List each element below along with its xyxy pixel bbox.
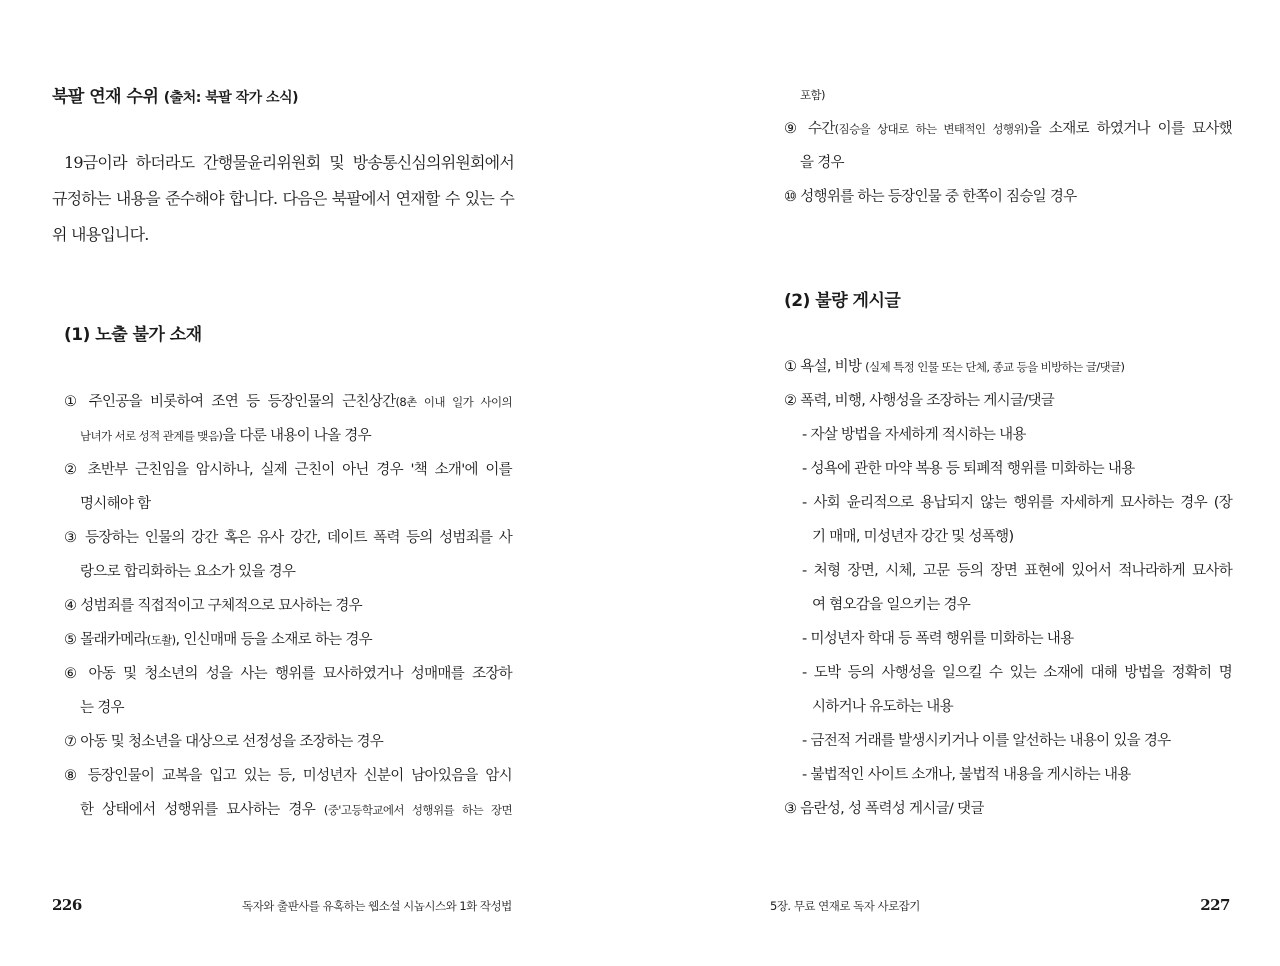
sub-item: - 금전적 거래를 발생시키거나 이를 알선하는 내용이 있을 경우 xyxy=(802,733,1171,749)
right-page xyxy=(770,0,1232,966)
restricted-topics-list-cont xyxy=(784,78,1232,214)
restricted-topics-list xyxy=(64,385,512,827)
sub-item: - 불법적인 사이트 소개나, 불법적 내용을 게시하는 내용 xyxy=(802,767,1131,783)
list-item-cont: 한 상태에서 성행위를 묘사하는 경우 (중'고등학교에서 성행위를 하는 장면 xyxy=(80,802,513,818)
list-item: ① 주인공을 비롯하여 조연 등 등장인물의 근친상간(8촌 이내 일가 사이의 xyxy=(64,394,512,410)
list-item-cont: 명시해야 함 xyxy=(80,496,151,512)
list-item: ⑤ 몰래카메라(도촬), 인신매매 등을 소재로 하는 경우 xyxy=(64,632,372,648)
sub-item: - 자살 방법을 자세하게 적시하는 내용 xyxy=(802,427,1026,443)
intro-paragraph: 19금이라 하더라도 간행물윤리위원회 및 방송통신심의위원회에서 규정하는 내용을 준수해야 합니다. 다음은 북팔에서 연재할 수 있는 수위 내용입니다. xyxy=(52,153,514,244)
list-item: ③ 음란성, 성 폭력성 게시글/ 댓글 xyxy=(784,801,984,817)
section-title-2: (2) 불량 게시글 xyxy=(784,291,901,311)
page-title xyxy=(52,82,298,107)
list-item-cont: 을 경우 xyxy=(800,155,844,171)
sub-item-cont: 여 혐오감을 일으키는 경우 xyxy=(812,597,971,613)
sub-item-cont: 기 매매, 미성년자 강간 및 성폭행) xyxy=(812,529,1014,545)
page-number: 226 xyxy=(52,896,82,914)
page-number: 227 xyxy=(1200,896,1230,914)
list-item: ① 욕설, 비방 (실제 특정 인물 또는 단체, 종교 등을 비방하는 글/댓글) xyxy=(784,359,1125,375)
list-item-cont: 남녀가 서로 성적 관계를 맺음)을 다룬 내용이 나올 경우 xyxy=(80,428,371,444)
list-item: ③ 등장하는 인물의 강간 혹은 유사 강간, 데이트 폭력 등의 성범죄를 사 xyxy=(64,530,512,546)
section-title-1: (1) 노출 불가 소재 xyxy=(64,325,202,345)
list-item: ⑩ 성행위를 하는 등장인물 중 한쪽이 짐승일 경우 xyxy=(784,189,1077,205)
title-source: (출처: 북팔 작가 소식) xyxy=(163,90,299,106)
list-item: ⑨ 수간(짐승을 상대로 하는 변태적인 성행위)을 소재로 하였거나 이를 묘사했 xyxy=(784,121,1232,137)
sub-item: - 성욕에 관한 마약 복용 등 퇴폐적 행위를 미화하는 내용 xyxy=(802,461,1135,477)
list-item: ⑦ 아동 및 청소년을 대상으로 선정성을 조장하는 경우 xyxy=(64,734,384,750)
bad-posts-list xyxy=(784,350,1232,826)
sub-item: - 처형 장면, 시체, 고문 등의 장면 표현에 있어서 적나라하게 묘사하 xyxy=(802,563,1232,579)
sub-item: - 도박 등의 사행성을 일으킬 수 있는 소재에 대해 방법을 정확히 명 xyxy=(802,665,1232,681)
list-item-cont: 랑으로 합리화하는 요소가 있을 경우 xyxy=(80,564,296,580)
list-item: ⑥ 아동 및 청소년의 성을 사는 행위를 묘사하였거나 성매매를 조장하 xyxy=(64,666,512,682)
list-item-cont: 포함) xyxy=(800,88,825,102)
running-title: 독자와 출판사를 유혹하는 웹소설 시놉시스와 1화 작성법 xyxy=(242,899,512,913)
list-item: ④ 성범죄를 직접적이고 구체적으로 묘사하는 경우 xyxy=(64,598,362,614)
sub-item: - 사회 윤리적으로 용납되지 않는 행위를 자세하게 묘사하는 경우 (장 xyxy=(802,495,1232,511)
list-item-cont: 는 경우 xyxy=(80,700,124,716)
title-main: 북팔 연재 수위 xyxy=(52,87,159,107)
list-item: ② 초반부 근친임을 암시하나, 실제 근친이 아닌 경우 '책 소개'에 이를 xyxy=(64,462,512,478)
list-item: ② 폭력, 비행, 사행성을 조장하는 게시글/댓글 xyxy=(784,393,1055,409)
running-title: 5장. 무료 연재로 독자 사로잡기 xyxy=(770,899,920,913)
list-item: ⑧ 등장인물이 교복을 입고 있는 등, 미성년자 신분이 남아있음을 암시 xyxy=(64,768,512,784)
left-page xyxy=(52,0,514,966)
sub-item: - 미성년자 학대 등 폭력 행위를 미화하는 내용 xyxy=(802,631,1074,647)
sub-item-cont: 시하거나 유도하는 내용 xyxy=(812,699,953,715)
